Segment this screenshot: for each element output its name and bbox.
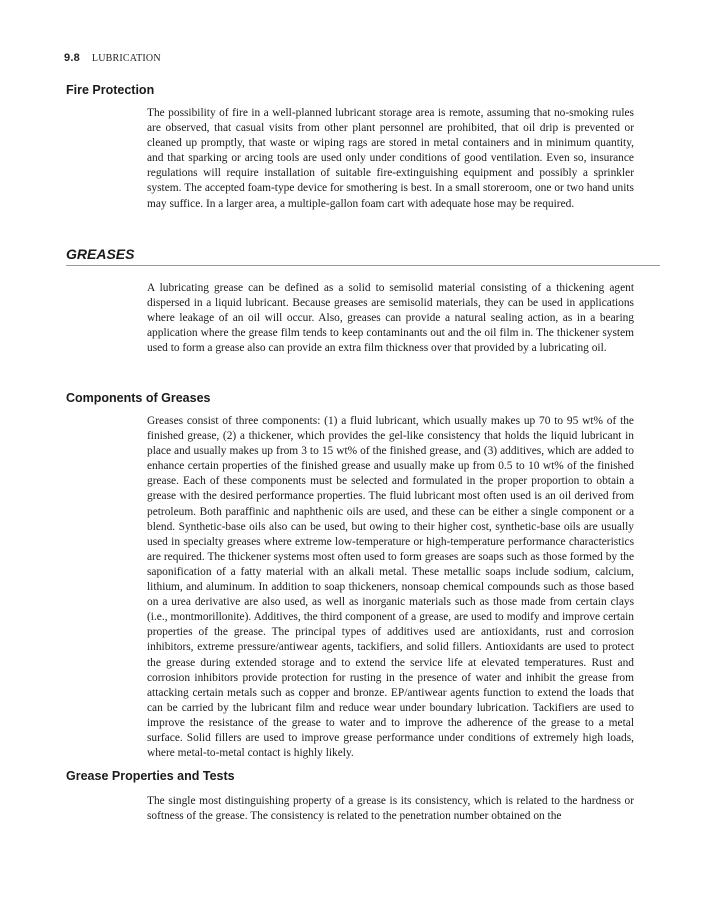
heading-grease-properties: Grease Properties and Tests bbox=[66, 769, 235, 783]
paragraph-fire-protection: The possibility of fire in a well-planned lubricant storage area is remote, assuming that no-smoking rules are observed, that casual visits from other plant personnel are prohibited, that oil drip is prevented or cleaned up promptly, that waste or wiping rags are stored in metal containers and in minimum quantity, and that sparking or arcing tools are used only under conditions of good ventilation. Even so, insurance regulations will require installation of suitable fire-extinguishing equipment and possibly a sprinkler system. The accepted foam-type device for smothering is best. In a small storeroom, one or two hand units may suffice. In a larger area, a multiple-gallon foam cart with adequate hose may be required. bbox=[147, 107, 634, 210]
paragraph-components-of-greases: Greases consist of three components: (1) a fluid lubricant, which usually makes up 70 to 95 wt% of the finished grease, (2) a thickener, which provides the gel-like consistency that holds the liquid lubricant in place and usually makes up from 3 to 15 wt% of the finished grease, and (3) additives, which are added to enhance certain properties of the finished grease and usually make up from 0.5 to 10 wt% of the finished grease. Each of these components must be selected and formulated in the proper proportion to obtain a grease with the desired performance properties. The fluid lubricant most often used is an oil derived from petroleum. Both paraffinic and naphthenic oils are used, and these can be either a single component or a blend. Synthetic-base oils also can be used, but owing to their higher cost, synthetic-base oils are usually used in specialty greases where extreme low-temperature or high-temperature performance characteristics are required. The thickener systems most often used to form greases are soaps such as those formed by the saponification of a fatty material with an alkali metal. These metallic soaps include sodium, calcium, lithium, and aluminum. In addition to soap thickeners, nonsoap chemical compounds such as those based on a urea derivative are also used, as well as inorganic materials such as those made from certain clays (i.e., montmorillonite). Additives, the third component of a grease, are used to modify and improve certain properties of the grease. The principal types of additives used are antioxidants, rust and corrosion inhibitors, extreme pressure/antiwear agents, tackifiers, and solid fillers. Antioxidants are used to protect the grease during extended storage and to extend the service life at elevated temperatures. Rust and corrosion inhibitors provide protection for rusting in the presence of water and inhibit the grease from attacking certain metals such as copper and bronze. EP/antiwear agents function to extend the loads that can be carried by the lubricant film and reduce wear under boundary lubrication. Tackifiers are used to improve the resistance of the grease to water and to improve the adherence of the grease to a metal surface. Solid fillers are used to improve grease performance under conditions of extremely high loads, where metal-to-metal contact is highly likely. bbox=[147, 415, 634, 760]
heading-fire-protection: Fire Protection bbox=[66, 83, 155, 97]
paragraph-greases: A lubricating grease can be defined as a solid to semisolid material consisting of a thickening agent dispersed in a liquid lubricant. Because greases are semisolid materials, they can be used in applications where leakage of an oil will occur. Also, greases can provide a natural sealing action, as in a bearing application where the grease film tends to keep contaminants out and the oil film in. The thickener system used to form a grease also can provide an extra film thickness over that provided by a lubricating oil. bbox=[147, 282, 634, 355]
heading-greases: GREASES bbox=[66, 246, 660, 266]
heading-components-of-greases: Components of Greases bbox=[66, 391, 211, 405]
running-head bbox=[64, 52, 161, 64]
page-number: 9.8 bbox=[64, 52, 80, 64]
paragraph-grease-properties: The single most distinguishing property of a grease is its consistency, which is related to the hardness or softness of the grease. The consistency is related to the penetration number obtained on the bbox=[147, 795, 634, 823]
chapter-title: LUBRICATION bbox=[91, 53, 161, 64]
